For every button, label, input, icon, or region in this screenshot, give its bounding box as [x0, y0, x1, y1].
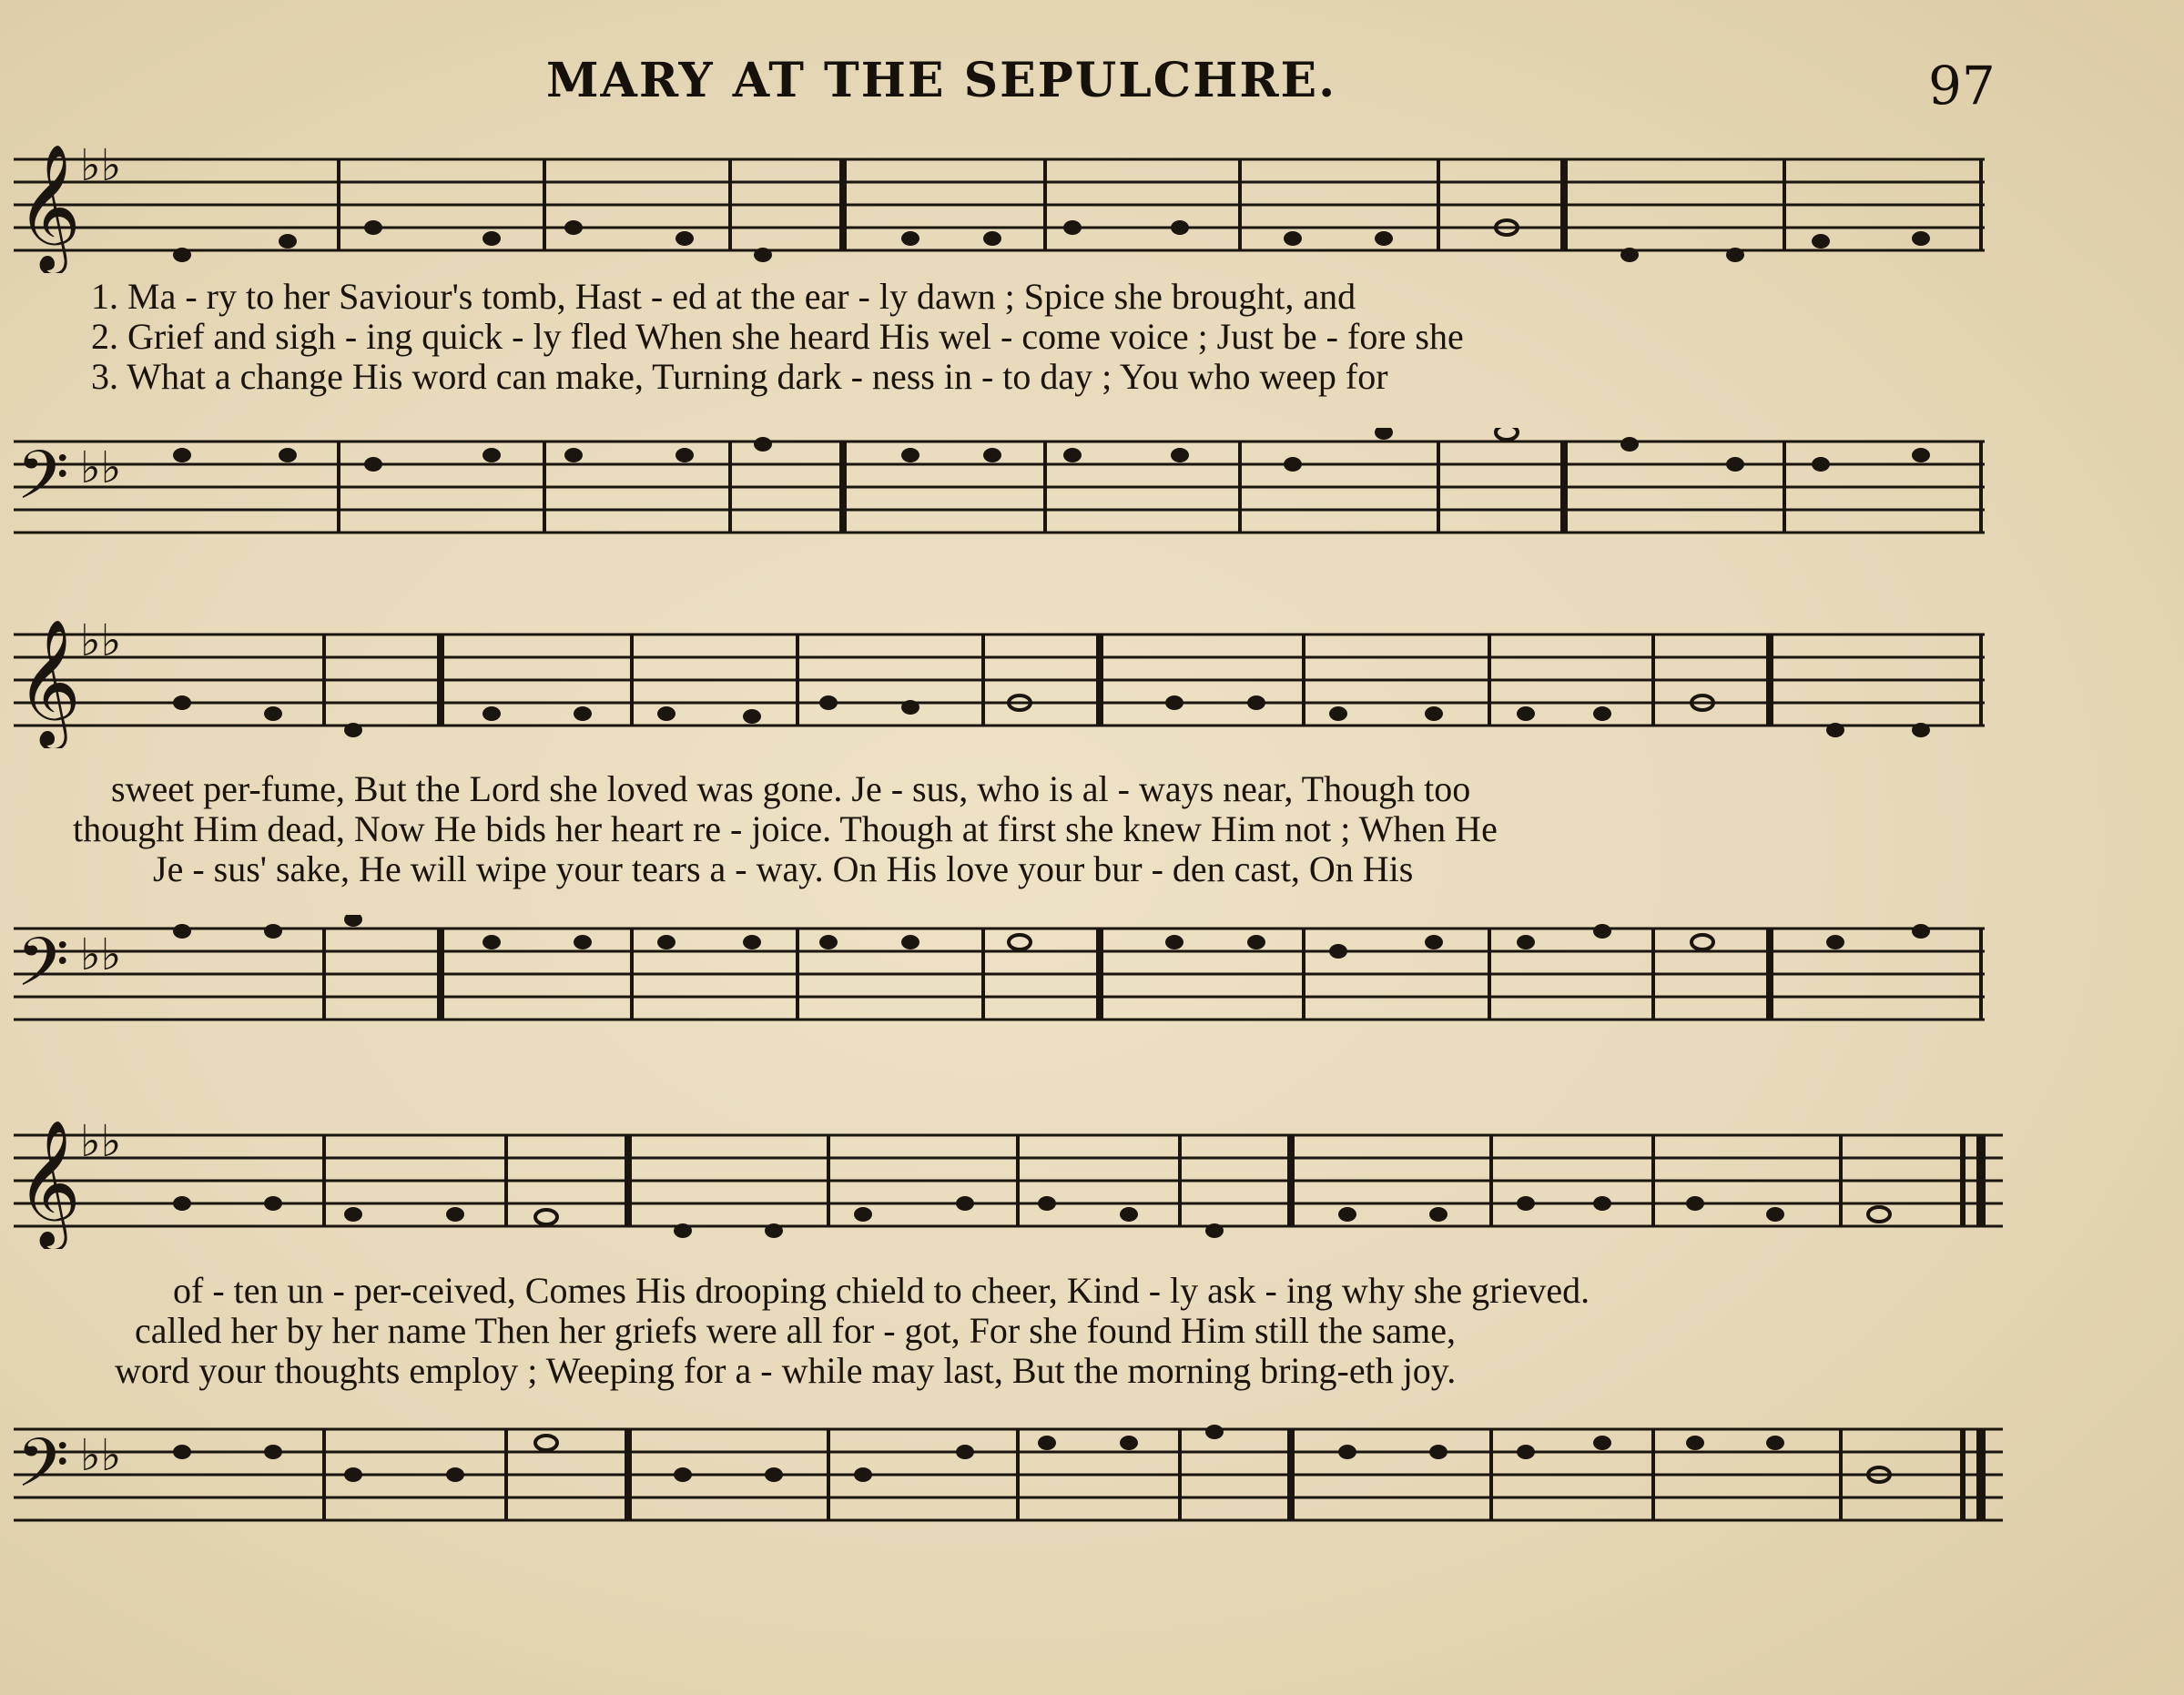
hymn-title: MARY AT THE SEPULCHRE. — [546, 53, 1337, 108]
flat-sign-icon: ♭♭ — [80, 442, 122, 493]
lyric-verse-3: Je - sus' sake, He will wipe your tears a - way. On His love your bur - den cast, On His — [153, 848, 1414, 889]
bass-clef-icon: 𝄢 — [16, 1424, 69, 1519]
treble-staff-system-1 — [0, 137, 2184, 273]
staff-lines — [14, 1429, 2003, 1520]
staff-lines — [14, 634, 1985, 726]
bass-staff-system-2 — [0, 915, 2184, 1051]
flat-sign-icon: ♭♭ — [80, 1430, 122, 1481]
treble-staff-system-3 — [0, 1112, 2184, 1249]
lyric-verse-2: 2. Grief and sigh - ing quick - ly fled When she heard His wel - come voice ; Just be - fore she — [91, 316, 1464, 357]
lyric-verse-2: called her by her name Then her griefs were all for - got, For she found Him still the same, — [135, 1310, 1457, 1351]
bass-clef-icon: 𝄢 — [16, 923, 69, 1019]
lyric-verse-1: sweet per-fume, But the Lord she loved was gone. Je - sus, who is al - ways near, Though too — [111, 768, 1471, 809]
lyrics-system-1 — [0, 275, 2184, 411]
staff-lines — [14, 1135, 2003, 1226]
lyric-verse-3: word your thoughts employ ; Weeping for a - while may last, But the morning bring-eth joy. — [115, 1350, 1457, 1391]
lyric-verse-1: 1. Ma - ry to her Saviour's tomb, Hast - ed at the ear - ly dawn ; Spice she brought, and — [91, 276, 1356, 317]
treble-clef-icon: 𝄞 — [16, 619, 81, 746]
treble-clef-icon: 𝄞 — [16, 1120, 81, 1246]
flat-sign-icon: ♭♭ — [80, 1116, 122, 1167]
lyric-verse-2: thought Him dead, Now He bids her heart re - joice. Though at first she knew Him not ; When He — [73, 808, 1498, 849]
bass-staff-system-3 — [0, 1416, 2184, 1552]
page-number: 97 — [1928, 55, 1996, 117]
lyric-verse-3: 3. What a change His word can make, Turning dark - ness in - to day ; You who weep for — [91, 356, 1388, 397]
lyrics-system-3 — [0, 1269, 2184, 1406]
lyrics-system-2 — [0, 767, 2184, 904]
treble-staff-system-2 — [0, 612, 2184, 748]
bass-staff-system-1 — [0, 428, 2184, 564]
lyric-verse-1: of - ten un - per-ceived, Comes His drooping chield to cheer, Kind - ly ask - ing why she grieved. — [173, 1270, 1590, 1311]
treble-clef-icon: 𝄞 — [16, 144, 81, 270]
bass-clef-icon: 𝄢 — [16, 436, 69, 532]
flat-sign-icon: ♭♭ — [80, 615, 122, 666]
flat-sign-icon: ♭♭ — [80, 929, 122, 980]
flat-sign-icon: ♭♭ — [80, 140, 122, 191]
staff-lines — [14, 929, 1985, 1020]
